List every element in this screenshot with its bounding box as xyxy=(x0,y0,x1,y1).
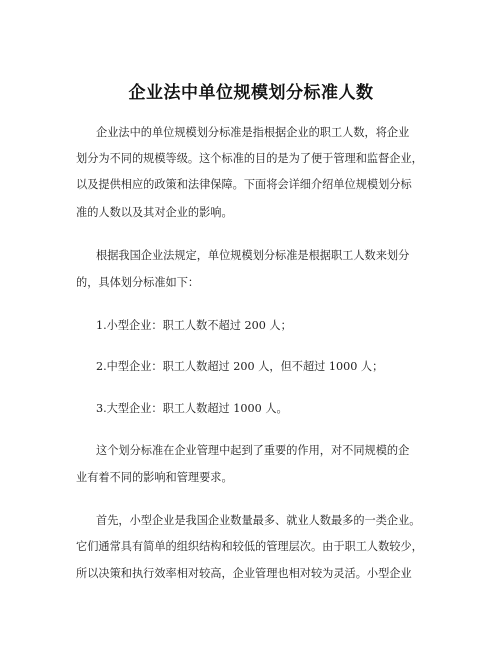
list-item-small: 1.小型企业：职工人数不超过 200 人； xyxy=(96,319,292,332)
list-item-medium: 2.中型企业：职工人数超过 200 人，但不超过 1000 人； xyxy=(96,360,384,373)
paragraph-3-line-1: 这个划分标准在企业管理中起到了重要的作用，对不同规模的企 xyxy=(96,444,410,457)
list-item-large: 3.大型企业：职工人数超过 1000 人。 xyxy=(96,402,288,415)
paragraph-4-line-2: 它们通常具有简单的组织结构和较低的管理层次。由于职工人数较少， xyxy=(76,540,423,553)
paragraph-1-line-2: 划分为不同的规模等级。这个标准的目的是为了便于管理和监督企业， xyxy=(76,152,423,165)
paragraph-1-line-3: 以及提供相应的政策和法律保障。下面将会详细介绍单位规模划分标 xyxy=(76,178,412,191)
paragraph-3-line-2: 业有着不同的影响和管理要求。 xyxy=(76,471,233,484)
paragraph-2-line-2: 的，具体划分标准如下： xyxy=(76,276,200,289)
paragraph-1-line-1: 企业法中的单位规模划分标准是指根据企业的职工人数，将企业 xyxy=(96,126,410,139)
paragraph-1-line-4: 准的人数以及其对企业的影响。 xyxy=(76,206,233,219)
document-title: 企业法中单位规模划分标准人数 xyxy=(128,83,374,103)
paragraph-4-line-1: 首先，小型企业是我国企业数量最多、就业人数最多的一类企业。 xyxy=(96,514,421,527)
paragraph-2-line-1: 根据我国企业法规定，单位规模划分标准是根据职工人数来划分 xyxy=(96,249,410,262)
paragraph-4-line-3: 所以决策和执行效率相对较高，企业管理也相对较为灵活。小型企业 xyxy=(76,567,412,580)
